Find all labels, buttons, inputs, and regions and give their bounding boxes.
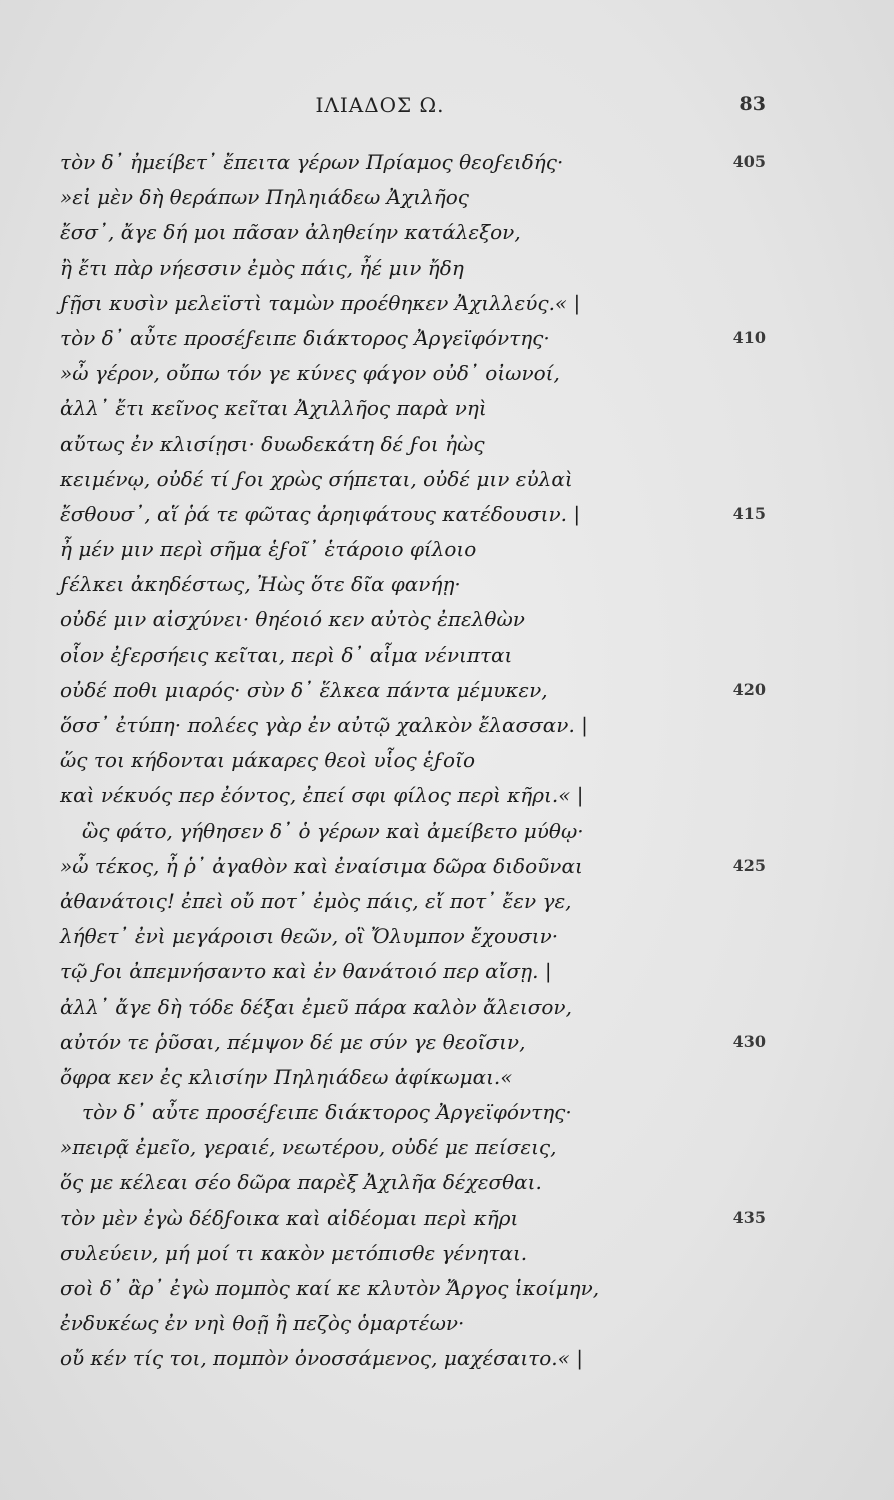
verse-text: οἷον ἐϝερσήεις κεῖται, περὶ δ᾽ αἷμα νένιπται bbox=[60, 642, 513, 667]
verse-line bbox=[0, 359, 894, 394]
verse-text: ὅς με κέλεαι σέο δῶρα παρὲξ Ἀχιλῆα δέχεσθαι. bbox=[60, 1170, 542, 1195]
verse-text: ὄφρα κεν ἐς κλισίην Πηληιάδεω ἀφίκωμαι.« bbox=[60, 1064, 513, 1089]
line-number: 405 bbox=[732, 152, 766, 171]
verse-text: τὸν δ᾽ αὖτε προσέϝειπε διάκτορος Ἀργεϊφόντης· bbox=[60, 325, 550, 350]
verse-line bbox=[0, 1168, 894, 1203]
verse-line bbox=[0, 922, 894, 957]
verse-text: κειμένῳ, οὐδέ τί ϝοι χρὼς σήπεται, οὐδέ μιν εὐλαὶ bbox=[60, 466, 573, 491]
verse-line bbox=[0, 1063, 894, 1098]
verse-line bbox=[0, 676, 894, 711]
page-number: 83 bbox=[739, 93, 766, 115]
line-number: 435 bbox=[732, 1207, 766, 1227]
verse-line bbox=[0, 1133, 894, 1168]
verse-text: ὣς φάτο, γήθησεν δ᾽ ὁ γέρων καὶ ἀμείβετο μύθῳ· bbox=[82, 818, 584, 843]
line-number: 420 bbox=[732, 679, 766, 699]
line-number: 430 bbox=[732, 1031, 766, 1051]
verse-text: ἀλλ᾽ ἔτι κεῖνος κεῖται Ἀχιλλῆος παρὰ νηὶ bbox=[60, 396, 487, 421]
verse-text: ϝῇσι κυσὶν μελεϊστὶ ταμὼν προέθηκεν Ἀχιλλεύς.« | bbox=[60, 290, 581, 315]
running-title: ΙΛΙΑΔΟΣ Ω. bbox=[315, 93, 445, 117]
verse-line bbox=[0, 1028, 894, 1063]
verse-text: τὸν δ᾽ ἠμείβετ᾽ ἔπειτα γέρων Πρίαμος θεοϝειδής· bbox=[60, 150, 564, 174]
verse-text: ὥς τοι κήδονται μάκαρες θεοὶ υἷος ἑϝοῖο bbox=[60, 748, 475, 773]
verse-text: οὔ κέν τίς τοι, πομπὸν ὀνοσσάμενος, μαχέσαιτο.« | bbox=[60, 1346, 583, 1371]
verse-text: ἐνδυκέως ἐν νηὶ θοῇ ἢ πεζὸς ὁμαρτέων· bbox=[60, 1311, 465, 1336]
verse-text: ἢ ἔτι πὰρ νήεσσιν ἐμὸς πάις, ἦέ μιν ἤδη bbox=[60, 255, 464, 280]
verse-line bbox=[0, 1204, 894, 1239]
verse-line bbox=[0, 394, 894, 429]
verse-block bbox=[0, 148, 894, 1380]
verse-text: οὐδέ ποθι μιαρός· σὺν δ᾽ ἕλκεα πάντα μέμυκεν, bbox=[60, 677, 548, 702]
verse-line bbox=[0, 218, 894, 253]
verse-text: αὔτως ἐν κλισίῃσι· δυωδεκάτη δέ ϝοι ἠὼς bbox=[60, 431, 485, 456]
verse-text: σοὶ δ᾽ ἂρ᾽ ἐγὼ πομπὸς καί κε κλυτὸν Ἄργος ἱκοίμην, bbox=[60, 1276, 600, 1300]
verse-line bbox=[0, 254, 894, 289]
verse-line bbox=[0, 535, 894, 570]
verse-text: τῷ ϝοι ἀπεμνήσαντο καὶ ἐν θανάτοιό περ αἴσῃ. | bbox=[60, 959, 552, 984]
verse-line bbox=[0, 500, 894, 535]
verse-line bbox=[0, 1344, 894, 1379]
verse-line bbox=[0, 781, 894, 816]
verse-text: ὅσσ᾽ ἐτύπη· πολέες γὰρ ἐν αὐτῷ χαλκὸν ἔλασσαν. | bbox=[60, 713, 588, 737]
verse-line bbox=[0, 817, 894, 852]
verse-text: οὐδέ μιν αἰσχύνει· θηέοιό κεν αὐτὸς ἐπελθὼν bbox=[60, 607, 525, 632]
line-number: 415 bbox=[732, 503, 766, 523]
verse-line bbox=[0, 957, 894, 992]
verse-line bbox=[0, 324, 894, 359]
verse-text: ἦ μέν μιν περὶ σῆμα ἑϝοῖ᾽ ἑτάροιο φίλοιο bbox=[60, 537, 477, 562]
verse-text: »πειρᾷ ἐμεῖο, γεραιέ, νεωτέρου, οὐδέ με πείσεις, bbox=[60, 1135, 557, 1160]
verse-line bbox=[0, 465, 894, 500]
verse-line bbox=[0, 1274, 894, 1309]
verse-text: καὶ νέκυός περ ἐόντος, ἐπεί σφι φίλος περὶ κῆρι.« | bbox=[60, 783, 584, 808]
verse-line bbox=[0, 605, 894, 640]
verse-line bbox=[0, 570, 894, 605]
verse-text: λήθετ᾽ ἐνὶ μεγάροισι θεῶν, οἳ Ὄλυμπον ἔχουσιν· bbox=[60, 924, 559, 949]
verse-line bbox=[0, 430, 894, 465]
verse-line bbox=[0, 641, 894, 676]
verse-text: ϝέλκει ἀκηδέστως, Ἠὼς ὅτε δῖα φανήῃ· bbox=[60, 572, 461, 597]
verse-line bbox=[0, 993, 894, 1028]
verse-line bbox=[0, 1309, 894, 1344]
verse-text: ἔσσ᾽, ἄγε δή μοι πᾶσαν ἀληθείην κατάλεξον, bbox=[60, 220, 521, 245]
verse-text: ἀλλ᾽ ἄγε δὴ τόδε δέξαι ἐμεῦ πάρα καλὸν ἄλεισον, bbox=[60, 994, 572, 1019]
verse-text: ἔσθουσ᾽, αἵ ῥά τε φῶτας ἀρηιφάτους κατέδουσιν. | bbox=[60, 501, 581, 526]
verse-line bbox=[0, 289, 894, 324]
verse-text: »ὦ γέρον, οὔπω τόν γε κύνες φάγον οὐδ᾽ οἰωνοί, bbox=[60, 361, 560, 386]
line-number: 425 bbox=[732, 855, 766, 875]
verse-text: αὐτόν τε ῥῦσαι, πέμψον δέ με σύν γε θεοῖσιν, bbox=[60, 1029, 526, 1054]
verse-text: ἀθανάτοις! ἐπεὶ οὔ ποτ᾽ ἐμὸς πάις, εἴ ποτ᾽ ἔεν γε, bbox=[60, 888, 572, 913]
verse-text: τὸν μὲν ἐγὼ δέδϝοικα καὶ αἰδέομαι περὶ κῆρι bbox=[60, 1205, 519, 1230]
verse-text: »εἰ μὲν δὴ θεράπων Πηληιάδεω Ἀχιλῆος bbox=[60, 185, 469, 210]
verse-line bbox=[0, 183, 894, 218]
verse-text: τὸν δ᾽ αὖτε προσέϝειπε διάκτορος Ἀργεϊφόντης· bbox=[82, 1100, 572, 1125]
verse-line bbox=[0, 887, 894, 922]
verse-line bbox=[0, 852, 894, 887]
verse-text: »ὦ τέκος, ἦ ῥ᾽ ἀγαθὸν καὶ ἐναίσιμα δῶρα διδοῦναι bbox=[60, 853, 583, 878]
verse-line bbox=[0, 1239, 894, 1274]
verse-text: συλεύειν, μή μοί τι κακὸν μετόπισθε γένηται. bbox=[60, 1240, 528, 1265]
verse-line bbox=[0, 148, 894, 183]
verse-line bbox=[0, 746, 894, 781]
verse-line bbox=[0, 711, 894, 746]
line-number: 410 bbox=[732, 327, 766, 347]
verse-line bbox=[0, 1098, 894, 1133]
